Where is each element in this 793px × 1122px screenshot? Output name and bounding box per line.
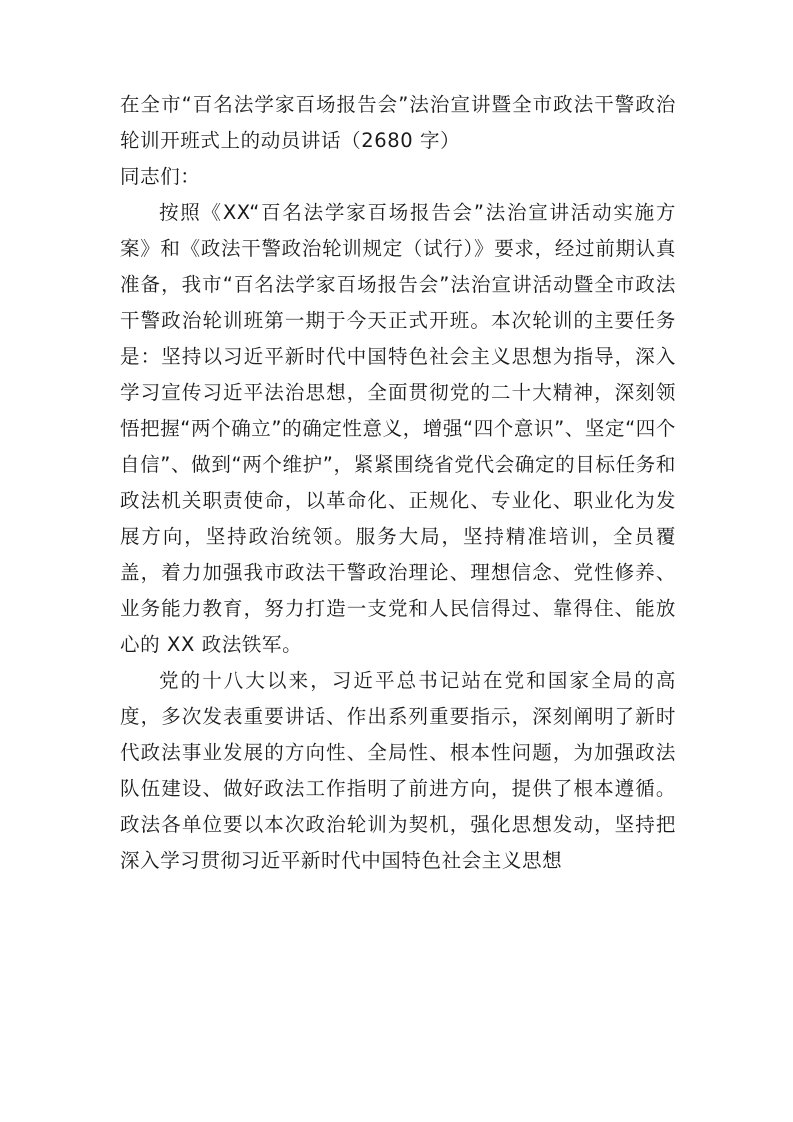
salutation: 同志们： [120,165,201,188]
paragraph-1: 按照《XX“百名法学家百场报告会”法治宣讲活动实施方案》和《政法干警政治轮训规定（试行）》要求，经过前期认真准备，我市“百名法学家百场报告会”法治宣讲活动暨全市政法干警政治轮训班第一期于今天正式开班。本次轮训的主要任务是：坚持以习近平新时代中国特色社会主义思想为指导，深入学习宣传习近平法治思想，全面贯彻党的二十大精神，深刻领悟把握“两个确立”的确定性意义，增强“四个意识”、坚定“四个自信”、做到“两个维护”，紧紧围绕省党代会确定的目标任务和政法机关职责使命，以革命化、正规化、专业化、职业化为发展方向，坚持政治统领。服务大局，坚持精准培训，全员覆盖，着力加强我市政法干警政治理论、理想信念、党性修养、业务能力教育，努力打造一支党和人民信得过、靠得住、能放心的 XX 政法铁军。 [120,201,677,656]
document-body [120,87,676,879]
speech-title: 在全市“百名法学家百场报告会”法治宣讲暨全市政法干警政治轮训开班式上的动员讲话（2680 字） [120,93,676,152]
paragraph-2: 党的十八大以来，习近平总书记站在党和国家全局的高度，多次发表重要讲话、作出系列重要指示，深刻阐明了新时代政法事业发展的方向性、全局性、根本性问题，为加强政法队伍建设、做好政法工作指明了前进方向，提供了根本遵循。政法各单位要以本次政治轮训为契机，强化思想发动，坚持把深入学习贯彻习近平新时代中国特色社会主义思想 [120,669,676,872]
